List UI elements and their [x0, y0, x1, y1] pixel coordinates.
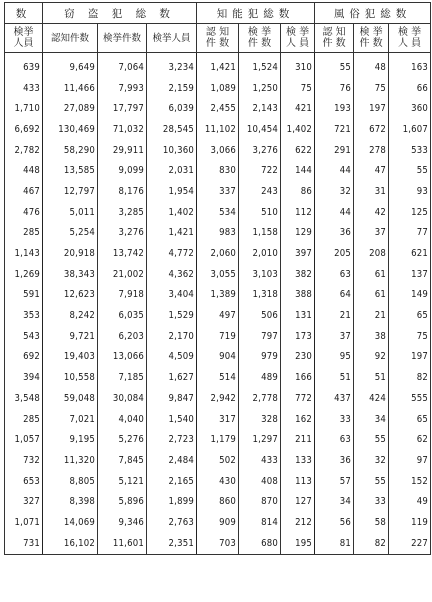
- subheader-arrested: 検挙 人員: [5, 24, 43, 53]
- cell-arrested: 1,710: [5, 98, 43, 119]
- cell-morals-arrested: 227: [389, 533, 431, 554]
- cell-morals-recognized: 76: [315, 78, 354, 99]
- cell-arrested: 1,143: [5, 243, 43, 264]
- cell-intellectual-cleared: 797: [239, 326, 281, 347]
- cell-intellectual-arrested: 212: [281, 512, 315, 533]
- cell-theft-recognized: 58,290: [43, 140, 98, 161]
- cell-theft-cleared: 17,797: [98, 98, 147, 119]
- cell-intellectual-cleared: 489: [239, 367, 281, 388]
- cell-morals-recognized: 51: [315, 367, 354, 388]
- cell-morals-cleared: 34: [354, 409, 389, 430]
- cell-intellectual-recognized: 909: [197, 512, 239, 533]
- cell-intellectual-arrested: 1,402: [281, 119, 315, 140]
- cell-theft-recognized: 20,918: [43, 243, 98, 264]
- cell-morals-cleared: 38: [354, 326, 389, 347]
- cell-morals-arrested: 82: [389, 367, 431, 388]
- cell-theft-arrested: 4,772: [147, 243, 197, 264]
- cell-morals-arrested: 93: [389, 181, 431, 202]
- cell-morals-recognized: 193: [315, 98, 354, 119]
- cell-theft-recognized: 13,585: [43, 160, 98, 181]
- cell-theft-recognized: 59,048: [43, 388, 98, 409]
- cell-intellectual-arrested: 131: [281, 305, 315, 326]
- cell-intellectual-arrested: 772: [281, 388, 315, 409]
- cell-morals-arrested: 360: [389, 98, 431, 119]
- cell-theft-recognized: 16,102: [43, 533, 98, 554]
- cell-theft-cleared: 7,993: [98, 78, 147, 99]
- subheader-intellectual-recognized: 認 知 件 数: [197, 24, 239, 53]
- cell-theft-arrested: 3,234: [147, 53, 197, 78]
- cell-morals-recognized: 721: [315, 119, 354, 140]
- table-row: [5, 512, 431, 533]
- cell-theft-cleared: 7,185: [98, 367, 147, 388]
- cell-intellectual-recognized: 860: [197, 491, 239, 512]
- cell-theft-recognized: 9,195: [43, 429, 98, 450]
- cell-morals-recognized: 64: [315, 285, 354, 306]
- cell-intellectual-cleared: 1,158: [239, 223, 281, 244]
- cell-morals-arrested: 137: [389, 264, 431, 285]
- cell-arrested: 731: [5, 533, 43, 554]
- cell-morals-cleared: 197: [354, 98, 389, 119]
- cell-morals-recognized: 291: [315, 140, 354, 161]
- cell-theft-arrested: 2,165: [147, 471, 197, 492]
- cell-intellectual-cleared: 3,276: [239, 140, 281, 161]
- cell-intellectual-cleared: 680: [239, 533, 281, 554]
- cell-intellectual-recognized: 1,421: [197, 53, 239, 78]
- cell-morals-cleared: 61: [354, 285, 389, 306]
- table-row: [5, 388, 431, 409]
- cell-intellectual-arrested: 622: [281, 140, 315, 161]
- cell-theft-arrested: 1,954: [147, 181, 197, 202]
- cell-theft-arrested: 4,362: [147, 264, 197, 285]
- cell-theft-cleared: 9,099: [98, 160, 147, 181]
- cell-theft-recognized: 10,558: [43, 367, 98, 388]
- cell-morals-arrested: 77: [389, 223, 431, 244]
- cell-arrested: 6,692: [5, 119, 43, 140]
- cell-arrested: 2,782: [5, 140, 43, 161]
- cell-theft-cleared: 6,203: [98, 326, 147, 347]
- cell-morals-arrested: 66: [389, 78, 431, 99]
- cell-intellectual-arrested: 112: [281, 202, 315, 223]
- cell-morals-cleared: 21: [354, 305, 389, 326]
- cell-theft-cleared: 7,064: [98, 53, 147, 78]
- cell-morals-recognized: 205: [315, 243, 354, 264]
- cell-morals-cleared: 208: [354, 243, 389, 264]
- cell-intellectual-cleared: 2,143: [239, 98, 281, 119]
- cell-arrested: 653: [5, 471, 43, 492]
- cell-morals-arrested: 49: [389, 491, 431, 512]
- cell-theft-recognized: 8,398: [43, 491, 98, 512]
- cell-theft-arrested: 1,540: [147, 409, 197, 430]
- cell-arrested: 692: [5, 347, 43, 368]
- crime-statistics-table: [4, 2, 431, 555]
- cell-arrested: 1,269: [5, 264, 43, 285]
- cell-intellectual-cleared: 408: [239, 471, 281, 492]
- cell-morals-recognized: 37: [315, 326, 354, 347]
- cell-intellectual-cleared: 1,318: [239, 285, 281, 306]
- cell-intellectual-recognized: 497: [197, 305, 239, 326]
- cell-arrested: 327: [5, 491, 43, 512]
- cell-theft-arrested: 9,847: [147, 388, 197, 409]
- cell-theft-recognized: 8,242: [43, 305, 98, 326]
- cell-theft-recognized: 38,343: [43, 264, 98, 285]
- cell-intellectual-cleared: 1,250: [239, 78, 281, 99]
- cell-intellectual-recognized: 983: [197, 223, 239, 244]
- cell-theft-recognized: 11,320: [43, 450, 98, 471]
- cell-morals-arrested: 62: [389, 429, 431, 450]
- cell-intellectual-arrested: 86: [281, 181, 315, 202]
- cell-intellectual-arrested: 310: [281, 53, 315, 78]
- cell-theft-arrested: 1,899: [147, 491, 197, 512]
- table-header: [5, 3, 431, 53]
- subheader-morals-cleared: 検 挙 件 数: [354, 24, 389, 53]
- cell-intellectual-arrested: 173: [281, 326, 315, 347]
- cell-theft-arrested: 1,627: [147, 367, 197, 388]
- cell-theft-recognized: 27,089: [43, 98, 98, 119]
- cell-theft-cleared: 29,911: [98, 140, 147, 161]
- cell-theft-recognized: 14,069: [43, 512, 98, 533]
- cell-theft-recognized: 130,469: [43, 119, 98, 140]
- cell-intellectual-arrested: 421: [281, 98, 315, 119]
- subheader-theft-recognized: 認知件数: [43, 24, 98, 53]
- cell-intellectual-recognized: 830: [197, 160, 239, 181]
- group-header-theft: 窃 盗 犯 総 数: [43, 3, 197, 24]
- cell-arrested: 639: [5, 53, 43, 78]
- cell-morals-arrested: 97: [389, 450, 431, 471]
- cell-theft-recognized: 5,254: [43, 223, 98, 244]
- cell-arrested: 3,548: [5, 388, 43, 409]
- cell-theft-recognized: 12,797: [43, 181, 98, 202]
- cell-theft-recognized: 11,466: [43, 78, 98, 99]
- cell-intellectual-cleared: 2,010: [239, 243, 281, 264]
- cell-arrested: 433: [5, 78, 43, 99]
- cell-intellectual-recognized: 904: [197, 347, 239, 368]
- cell-theft-recognized: 7,021: [43, 409, 98, 430]
- cell-theft-arrested: 28,545: [147, 119, 197, 140]
- table-row: [5, 450, 431, 471]
- table-row: [5, 202, 431, 223]
- cell-theft-cleared: 30,084: [98, 388, 147, 409]
- cell-arrested: 285: [5, 223, 43, 244]
- cell-intellectual-cleared: 870: [239, 491, 281, 512]
- cell-theft-cleared: 5,276: [98, 429, 147, 450]
- cell-theft-arrested: 2,484: [147, 450, 197, 471]
- cell-arrested: 732: [5, 450, 43, 471]
- cell-intellectual-arrested: 397: [281, 243, 315, 264]
- table-row: [5, 429, 431, 450]
- cell-intellectual-cleared: 1,297: [239, 429, 281, 450]
- cell-morals-recognized: 95: [315, 347, 354, 368]
- table-row: [5, 326, 431, 347]
- cell-intellectual-cleared: 328: [239, 409, 281, 430]
- cell-morals-arrested: 65: [389, 409, 431, 430]
- table-row: [5, 285, 431, 306]
- group-header-morals: 風俗犯総数: [315, 3, 431, 24]
- cell-theft-recognized: 12,623: [43, 285, 98, 306]
- cell-arrested: 1,057: [5, 429, 43, 450]
- cell-morals-arrested: 152: [389, 471, 431, 492]
- cell-morals-cleared: 278: [354, 140, 389, 161]
- cell-morals-cleared: 58: [354, 512, 389, 533]
- table-row: [5, 305, 431, 326]
- cell-morals-recognized: 63: [315, 429, 354, 450]
- cell-theft-cleared: 6,035: [98, 305, 147, 326]
- cell-morals-cleared: 61: [354, 264, 389, 285]
- cell-theft-arrested: 2,351: [147, 533, 197, 554]
- table-row: [5, 223, 431, 244]
- cell-morals-cleared: 37: [354, 223, 389, 244]
- cell-intellectual-recognized: 2,060: [197, 243, 239, 264]
- cell-intellectual-recognized: 2,942: [197, 388, 239, 409]
- table-row: [5, 181, 431, 202]
- cell-morals-arrested: 55: [389, 160, 431, 181]
- cell-theft-cleared: 5,896: [98, 491, 147, 512]
- table-row: [5, 409, 431, 430]
- cell-morals-arrested: 125: [389, 202, 431, 223]
- cell-intellectual-recognized: 11,102: [197, 119, 239, 140]
- cell-morals-cleared: 31: [354, 181, 389, 202]
- table-row: [5, 243, 431, 264]
- cell-intellectual-arrested: 133: [281, 450, 315, 471]
- cell-morals-cleared: 55: [354, 429, 389, 450]
- cell-morals-cleared: 51: [354, 367, 389, 388]
- cell-intellectual-recognized: 2,455: [197, 98, 239, 119]
- cell-arrested: 448: [5, 160, 43, 181]
- cell-intellectual-recognized: 3,055: [197, 264, 239, 285]
- cell-theft-cleared: 4,040: [98, 409, 147, 430]
- cell-morals-recognized: 36: [315, 450, 354, 471]
- table-row: [5, 471, 431, 492]
- cell-intellectual-recognized: 703: [197, 533, 239, 554]
- cell-morals-recognized: 57: [315, 471, 354, 492]
- cell-theft-arrested: 2,723: [147, 429, 197, 450]
- cell-intellectual-arrested: 127: [281, 491, 315, 512]
- cell-intellectual-cleared: 722: [239, 160, 281, 181]
- cell-intellectual-cleared: 814: [239, 512, 281, 533]
- cell-theft-cleared: 8,176: [98, 181, 147, 202]
- cell-arrested: 467: [5, 181, 43, 202]
- subheader-intellectual-arrested: 検 挙 人 員: [281, 24, 315, 53]
- cell-morals-arrested: 75: [389, 326, 431, 347]
- cell-intellectual-arrested: 166: [281, 367, 315, 388]
- cell-theft-arrested: 6,039: [147, 98, 197, 119]
- cell-morals-arrested: 197: [389, 347, 431, 368]
- cell-theft-arrested: 4,509: [147, 347, 197, 368]
- group-header-intellectual: 知能犯総数: [197, 3, 315, 24]
- cell-theft-cleared: 3,285: [98, 202, 147, 223]
- cell-theft-arrested: 2,170: [147, 326, 197, 347]
- cell-theft-cleared: 7,918: [98, 285, 147, 306]
- cell-theft-cleared: 7,845: [98, 450, 147, 471]
- cell-intellectual-recognized: 337: [197, 181, 239, 202]
- cell-morals-cleared: 75: [354, 78, 389, 99]
- cell-intellectual-arrested: 388: [281, 285, 315, 306]
- cell-morals-arrested: 119: [389, 512, 431, 533]
- cell-morals-recognized: 437: [315, 388, 354, 409]
- cell-arrested: 394: [5, 367, 43, 388]
- table-row: [5, 347, 431, 368]
- cell-theft-cleared: 11,601: [98, 533, 147, 554]
- cell-morals-recognized: 63: [315, 264, 354, 285]
- cell-intellectual-recognized: 502: [197, 450, 239, 471]
- cell-intellectual-recognized: 1,179: [197, 429, 239, 450]
- table-row: [5, 160, 431, 181]
- cell-arrested: 543: [5, 326, 43, 347]
- cell-morals-arrested: 1,607: [389, 119, 431, 140]
- cell-intellectual-cleared: 1,524: [239, 53, 281, 78]
- cell-arrested: 476: [5, 202, 43, 223]
- cell-morals-recognized: 44: [315, 160, 354, 181]
- cell-morals-cleared: 82: [354, 533, 389, 554]
- cell-morals-recognized: 21: [315, 305, 354, 326]
- cell-theft-recognized: 9,721: [43, 326, 98, 347]
- cell-intellectual-cleared: 3,103: [239, 264, 281, 285]
- cell-morals-arrested: 621: [389, 243, 431, 264]
- cell-morals-recognized: 33: [315, 409, 354, 430]
- cell-morals-recognized: 81: [315, 533, 354, 554]
- cell-theft-arrested: 3,404: [147, 285, 197, 306]
- cell-intellectual-recognized: 317: [197, 409, 239, 430]
- cell-theft-recognized: 19,403: [43, 347, 98, 368]
- cell-morals-cleared: 42: [354, 202, 389, 223]
- cell-morals-recognized: 36: [315, 223, 354, 244]
- cell-theft-cleared: 21,002: [98, 264, 147, 285]
- table-row: [5, 367, 431, 388]
- cell-theft-recognized: 8,805: [43, 471, 98, 492]
- cell-theft-arrested: 1,402: [147, 202, 197, 223]
- subheader-theft-arrested: 検挙人員: [147, 24, 197, 53]
- cell-intellectual-arrested: 211: [281, 429, 315, 450]
- cell-arrested: 1,071: [5, 512, 43, 533]
- cell-morals-recognized: 32: [315, 181, 354, 202]
- cell-theft-recognized: 5,011: [43, 202, 98, 223]
- cell-intellectual-recognized: 1,089: [197, 78, 239, 99]
- statistics-table-page: [4, 2, 430, 600]
- cell-intellectual-cleared: 243: [239, 181, 281, 202]
- cell-arrested: 353: [5, 305, 43, 326]
- cell-intellectual-arrested: 230: [281, 347, 315, 368]
- cell-intellectual-arrested: 162: [281, 409, 315, 430]
- cell-intellectual-recognized: 430: [197, 471, 239, 492]
- cell-intellectual-arrested: 129: [281, 223, 315, 244]
- cell-arrested: 591: [5, 285, 43, 306]
- cell-intellectual-arrested: 75: [281, 78, 315, 99]
- cell-intellectual-arrested: 382: [281, 264, 315, 285]
- cell-theft-cleared: 13,066: [98, 347, 147, 368]
- cell-intellectual-recognized: 514: [197, 367, 239, 388]
- cell-morals-cleared: 672: [354, 119, 389, 140]
- table-row: [5, 119, 431, 140]
- cell-morals-cleared: 47: [354, 160, 389, 181]
- cell-morals-arrested: 555: [389, 388, 431, 409]
- cell-intellectual-arrested: 195: [281, 533, 315, 554]
- cell-morals-recognized: 56: [315, 512, 354, 533]
- cell-intellectual-arrested: 144: [281, 160, 315, 181]
- cell-intellectual-arrested: 113: [281, 471, 315, 492]
- column-header-count: 数: [5, 3, 43, 24]
- cell-intellectual-recognized: 534: [197, 202, 239, 223]
- table-row: [5, 491, 431, 512]
- cell-theft-cleared: 13,742: [98, 243, 147, 264]
- table-row: [5, 98, 431, 119]
- cell-theft-cleared: 5,121: [98, 471, 147, 492]
- cell-intellectual-recognized: 719: [197, 326, 239, 347]
- table-row: [5, 264, 431, 285]
- cell-intellectual-cleared: 10,454: [239, 119, 281, 140]
- cell-arrested: 285: [5, 409, 43, 430]
- cell-morals-recognized: 55: [315, 53, 354, 78]
- cell-theft-arrested: 1,421: [147, 223, 197, 244]
- subheader-theft-cleared: 検挙件数: [98, 24, 147, 53]
- subheader-intellectual-cleared: 検 挙 件 数: [239, 24, 281, 53]
- subheader-morals-recognized: 認 知 件 数: [315, 24, 354, 53]
- cell-intellectual-cleared: 506: [239, 305, 281, 326]
- cell-morals-arrested: 65: [389, 305, 431, 326]
- cell-theft-arrested: 10,360: [147, 140, 197, 161]
- cell-morals-cleared: 55: [354, 471, 389, 492]
- table-row: [5, 533, 431, 554]
- cell-theft-cleared: 71,032: [98, 119, 147, 140]
- cell-morals-cleared: 33: [354, 491, 389, 512]
- cell-theft-arrested: 2,031: [147, 160, 197, 181]
- cell-intellectual-recognized: 3,066: [197, 140, 239, 161]
- subheader-morals-arrested: 検 挙 人 員: [389, 24, 431, 53]
- cell-morals-arrested: 149: [389, 285, 431, 306]
- cell-theft-cleared: 9,346: [98, 512, 147, 533]
- cell-intellectual-cleared: 510: [239, 202, 281, 223]
- cell-intellectual-cleared: 433: [239, 450, 281, 471]
- table-row: [5, 53, 431, 78]
- cell-theft-recognized: 9,649: [43, 53, 98, 78]
- cell-morals-arrested: 533: [389, 140, 431, 161]
- cell-morals-cleared: 32: [354, 450, 389, 471]
- cell-theft-arrested: 2,159: [147, 78, 197, 99]
- table-row: [5, 140, 431, 161]
- cell-morals-cleared: 424: [354, 388, 389, 409]
- cell-intellectual-cleared: 979: [239, 347, 281, 368]
- cell-intellectual-recognized: 1,389: [197, 285, 239, 306]
- cell-intellectual-cleared: 2,778: [239, 388, 281, 409]
- cell-theft-arrested: 1,529: [147, 305, 197, 326]
- table-body: [5, 53, 431, 555]
- cell-morals-cleared: 92: [354, 347, 389, 368]
- cell-morals-recognized: 44: [315, 202, 354, 223]
- table-row: [5, 78, 431, 99]
- cell-morals-arrested: 163: [389, 53, 431, 78]
- cell-theft-arrested: 2,763: [147, 512, 197, 533]
- cell-morals-recognized: 34: [315, 491, 354, 512]
- cell-morals-cleared: 48: [354, 53, 389, 78]
- cell-theft-cleared: 3,276: [98, 223, 147, 244]
